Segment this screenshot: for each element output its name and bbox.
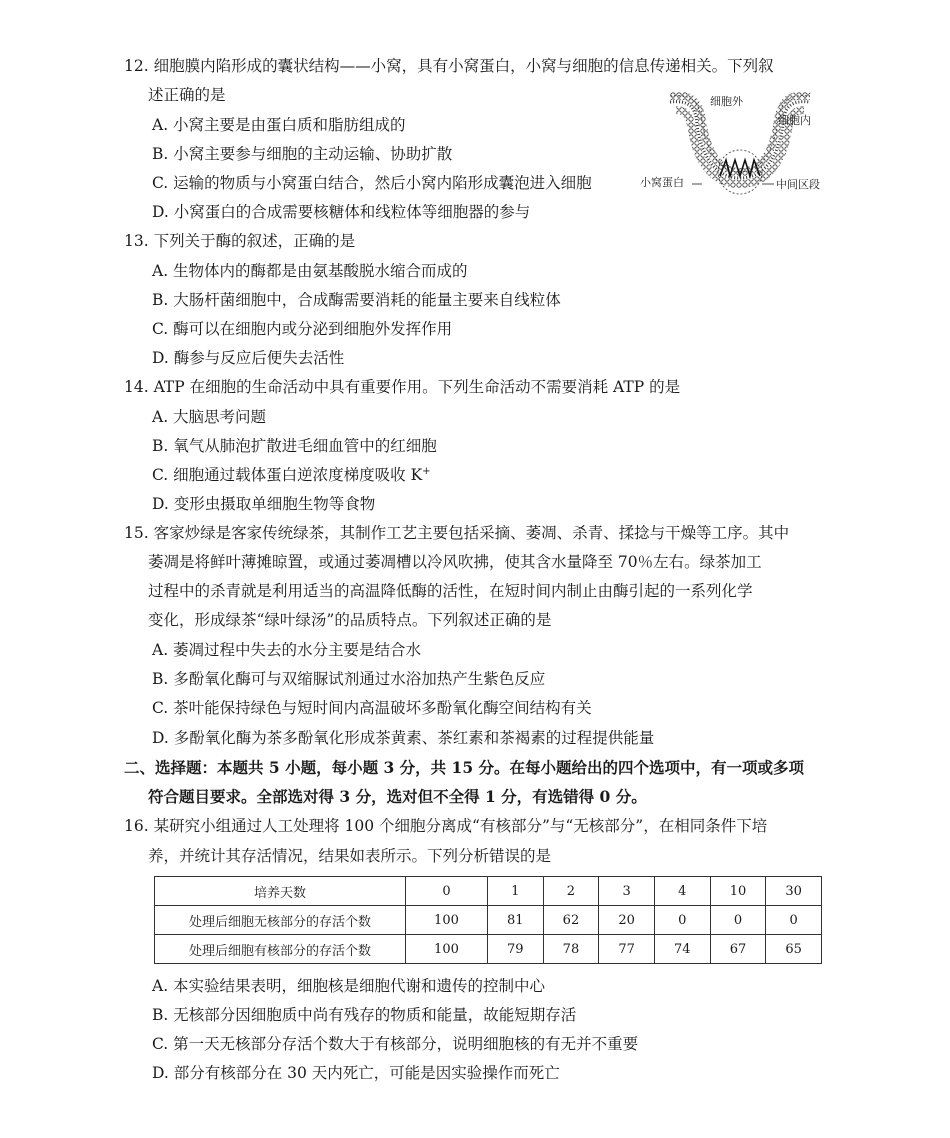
survival-table [154,876,822,964]
q12-option-a: A. 小窝主要是由蛋白质和脂肪组成的 [152,116,406,134]
table-header-label: 培养天数 [155,877,406,906]
table-day-cell: 10 [710,877,766,906]
q15-option-a: A. 萎凋过程中失去的水分主要是结合水 [152,641,422,659]
table-cell: 0 [710,906,766,935]
q15-option-d: D. 多酚氧化酶为茶多酚氧化形成茶黄素、茶红素和茶褐素的过程提供能量 [152,729,655,747]
table-cell: 79 [487,935,543,964]
q14-option-c-sup: + [422,465,431,477]
q12-stem-line1: 12. 细胞膜内陷形成的囊状结构——小窝，具有小窝蛋白，小窝与细胞的信息传递相关。下列叙 [124,57,774,75]
q12-option-d: D. 小窝蛋白的合成需要核糖体和线粒体等细胞器的参与 [152,203,531,221]
q16-option-a: A. 本实验结果表明，细胞核是细胞代谢和遗传的控制中心 [152,977,546,995]
q16-option-b: B. 无核部分因细胞质中尚有残存的物质和能量，故能短期存活 [152,1006,577,1024]
q14-option-d: D. 变形虫摄取单细胞生物等食物 [152,495,376,513]
q16-stem-line1: 16. 某研究小组通过人工处理将 100 个细胞分离成“有核部分”与“无核部分”，在相同条件下培 [124,817,768,835]
q15-stem-line1: 15. 客家炒绿是客家传统绿茶，其制作工艺主要包括采摘、萎凋、杀青、揉捻与干燥等工序。其中 [124,524,790,542]
table-cell: 77 [599,935,655,964]
table-day-cell: 1 [487,877,543,906]
q12-option-b: B. 小窝主要参与细胞的主动运输、协助扩散 [152,145,453,163]
table-cell: 74 [654,935,710,964]
label-inside: 细胞内 [778,114,811,127]
q16-option-c: C. 第一天无核部分存活个数大于有核部分，说明细胞核的有无并不重要 [152,1035,639,1053]
table-cell: 20 [599,906,655,935]
section2-heading-line2: 符合题目要求。全部选对得 3 分，选对但不全得 1 分，有选错得 0 分。 [148,787,647,806]
table-cell: 0 [654,906,710,935]
q15-stem-line4: 变化，形成绿茶“绿叶绿汤”的品质特点。下列叙述正确的是 [148,611,552,629]
q15-stem-line2: 萎凋是将鲜叶薄摊晾置，或通过萎凋槽以冷风吹拂，使其含水量降至 70％左右。绿茶加工 [148,553,762,571]
q14-option-b: B. 氧气从肺泡扩散进毛细血管中的红细胞 [152,437,437,455]
table-cell: 100 [406,935,488,964]
table-day-cell: 4 [654,877,710,906]
table-cell: 100 [406,906,488,935]
q16-stem-line2: 养，并统计其存活情况，结果如表所示。下列分析错误的是 [148,847,552,865]
q13-option-d: D. 酶参与反应后便失去活性 [152,349,345,367]
q13-option-b: B. 大肠杆菌细胞中，合成酶需要消耗的能量主要来自线粒体 [152,291,561,309]
q13-option-a: A. 生物体内的酶都是由氨基酸脱水缩合而成的 [152,262,468,280]
table-cell: 78 [543,935,599,964]
caveola-diagram [640,80,840,200]
table-day-cell: 2 [543,877,599,906]
table-cell: 81 [487,906,543,935]
table-row-label: 处理后细胞无核部分的存活个数 [155,906,406,935]
q12-option-c: C. 运输的物质与小窝蛋白结合，然后小窝内陷形成囊泡进入细胞 [152,174,592,192]
table-day-cell: 30 [766,877,822,906]
label-middle-segment: 中间区段 [776,178,820,191]
q14-option-c-text: C. 细胞通过载体蛋白逆浓度梯度吸收 K [152,466,423,484]
q12-stem-line2: 述正确的是 [148,86,226,104]
label-outside: 细胞外 [710,95,743,108]
q14-stem: 14. ATP 在细胞的生命活动中具有重要作用。下列生命活动不需要消耗 ATP 的是 [124,378,681,396]
section2-heading-line1: 二、选择题：本题共 5 小题，每小题 3 分，共 15 分。在每小题给出的四个选项中，有一项或多项 [124,758,805,777]
table-row-label: 处理后细胞有核部分的存活个数 [155,935,406,964]
table-day-cell: 0 [406,877,488,906]
label-caveolin: 小窝蛋白 [640,176,684,189]
table-cell: 67 [710,935,766,964]
table-cell: 0 [766,906,822,935]
table-header-row [155,877,822,906]
q15-option-c: C. 茶叶能保持绿色与短时间内高温破坏多酚氧化酶空间结构有关 [152,699,592,717]
table-row [155,906,822,935]
q14-option-a: A. 大脑思考问题 [152,408,267,426]
q15-option-b: B. 多酚氧化酶可与双缩脲试剂通过水浴加热产生紫色反应 [152,670,546,688]
table-cell: 62 [543,906,599,935]
table-row [155,935,822,964]
table-cell: 65 [766,935,822,964]
q13-option-c: C. 酶可以在细胞内或分泌到细胞外发挥作用 [152,320,453,338]
q14-option-c [152,464,431,486]
q16-option-d: D. 部分有核部分在 30 天内死亡，可能是因实验操作而死亡 [152,1064,560,1082]
q15-stem-line3: 过程中的杀青就是利用适当的高温降低酶的活性，在短时间内制止由酶引起的一系列化学 [148,582,753,600]
q13-stem: 13. 下列关于酶的叙述，正确的是 [124,232,356,250]
table-day-cell: 3 [599,877,655,906]
